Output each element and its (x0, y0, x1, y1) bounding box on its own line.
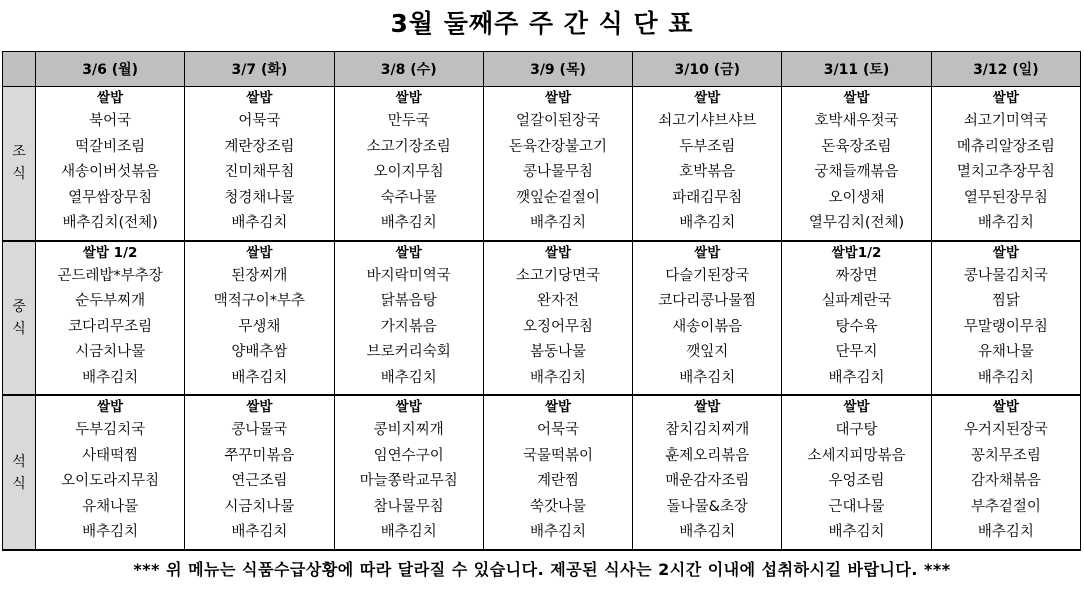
menu-item: 열무쌈장무침 (68, 189, 153, 206)
menu-item: 두부조림 (679, 138, 736, 155)
menu-item: 순두부찌개 (75, 293, 146, 310)
menu-cell (483, 241, 632, 396)
meal-label-char: 식 (12, 320, 26, 337)
menu-item: 봄동나물 (529, 344, 586, 361)
menu-cell (782, 87, 931, 241)
menu-item: 배추김치 (231, 524, 288, 541)
menu-item: 쌀밥 (992, 244, 1019, 261)
menu-cell (334, 87, 483, 241)
menu-item: 닭볶음탕 (380, 293, 437, 310)
menu-item: 우거지된장국 (963, 422, 1048, 439)
menu-item: 참치김치찌개 (665, 422, 750, 439)
meal-label-char: 석 (12, 453, 26, 470)
menu-item: 멸치고추장무침 (956, 164, 1055, 180)
menu-item: 임연수구이 (373, 447, 444, 464)
menu-cell (633, 241, 782, 396)
menu-item: 호박새우젓국 (814, 113, 899, 129)
menu-item: 배추김치 (231, 215, 288, 231)
menu-item: 어묵국 (238, 113, 281, 129)
menu-item: 쌀밥 (97, 90, 124, 106)
menu-item: 탕수육 (835, 318, 878, 335)
menu-item: 소세지피망볶음 (807, 447, 906, 464)
menu-cell (633, 395, 782, 550)
menu-cell (185, 241, 334, 396)
menu-item: 배추김치 (679, 524, 736, 541)
menu-item: 맥적구이*부추 (213, 293, 306, 310)
lunch-row (3, 241, 1081, 396)
menu-item: 쌀밥 (97, 399, 124, 416)
menu-item: 사태떡찜 (82, 447, 139, 464)
menu-item: 오징어무침 (522, 318, 593, 335)
menu-item: 쌀밥 (246, 399, 273, 416)
menu-item: 부추겉절이 (970, 498, 1041, 515)
day-header-tue: 3/7 (화) (185, 52, 334, 87)
menu-item: 유채나물 (82, 498, 139, 515)
menu-item: 쌀밥 (694, 244, 721, 261)
menu-item: 계란찜 (536, 473, 579, 490)
menu-item: 새송이볶음 (672, 318, 743, 335)
menu-item: 콩나물국 (231, 422, 288, 439)
menu-item: 북어국 (89, 113, 132, 129)
menu-item: 마늘쫑락교무침 (359, 473, 458, 490)
menu-item: 돌나물&초장 (666, 498, 748, 515)
meal-label-char: 식 (12, 475, 26, 492)
day-header-fri: 3/10 (금) (633, 52, 782, 87)
menu-item: 콩나물무침 (522, 164, 593, 180)
menu-item: 쇠고기샤브샤브 (658, 113, 757, 129)
menu-item: 떡갈비조림 (75, 138, 146, 155)
menu-item: 우엉조림 (828, 473, 885, 490)
menu-item: 유채나물 (977, 344, 1034, 361)
menu-item: 훈제오리볶음 (665, 447, 750, 464)
menu-item: 콩비지찌개 (373, 422, 444, 439)
menu-item: 새송이버섯볶음 (61, 164, 160, 180)
menu-item: 궁채들깨볶음 (814, 164, 899, 180)
menu-item: 쌀밥1/2 (831, 244, 882, 261)
menu-cell (334, 241, 483, 396)
dinner-row (3, 395, 1081, 550)
menu-item: 배추김치 (82, 524, 139, 541)
menu-item: 쌀밥 (843, 399, 870, 416)
menu-item: 감자채볶음 (970, 473, 1041, 490)
menu-item: 매운감자조림 (665, 473, 750, 490)
menu-item: 어묵국 (536, 422, 579, 439)
menu-item: 단무지 (835, 344, 878, 361)
day-header-sun: 3/12 (일) (931, 52, 1080, 87)
menu-item: 대구탕 (835, 422, 878, 439)
lunch-label (3, 241, 36, 396)
menu-cell (633, 87, 782, 241)
day-header-row (3, 52, 1081, 87)
menu-item: 가지볶음 (380, 318, 437, 335)
menu-item: 깻잎순겉절이 (515, 189, 600, 206)
menu-item: 쌀밥 (694, 399, 721, 416)
menu-item: 배추김치 (529, 524, 586, 541)
menu-item: 찜닭 (991, 293, 1020, 310)
menu-item: 열무김치(전체) (808, 215, 905, 231)
menu-item: 배추김치 (380, 215, 437, 231)
menu-item: 얼갈이된장국 (515, 113, 600, 129)
menu-item: 배추김치 (231, 369, 288, 386)
menu-cell (931, 241, 1080, 396)
menu-item: 쌀밥 (992, 90, 1019, 106)
menu-cell (36, 395, 185, 550)
menu-cell (185, 395, 334, 550)
menu-item: 메츄리알장조림 (956, 138, 1055, 155)
menu-cell (931, 87, 1080, 241)
menu-item: 다슬기된장국 (665, 267, 750, 284)
menu-item: 배추김치 (828, 369, 885, 386)
menu-item: 소고기장조림 (366, 138, 451, 155)
menu-item: 양배추쌈 (231, 344, 288, 361)
menu-item: 근대나물 (828, 498, 885, 515)
menu-cell (334, 395, 483, 550)
menu-cell (36, 241, 185, 396)
menu-item: 코다리무조림 (68, 318, 153, 335)
menu-item: 쌀밥 (395, 244, 422, 261)
breakfast-row (3, 87, 1081, 241)
menu-item: 시금치나물 (224, 498, 295, 515)
menu-item: 쌀밥 (544, 399, 572, 416)
menu-item: 배추김치 (529, 215, 586, 231)
menu-item: 쌀밥 (395, 90, 422, 106)
menu-cell (782, 241, 931, 396)
weekly-menu-table (2, 51, 1081, 551)
menu-item: 쌀밥 1/2 (82, 244, 138, 261)
menu-item: 시금치나물 (75, 344, 146, 361)
meal-label-char: 식 (12, 166, 26, 183)
menu-item: 돈육장조림 (821, 138, 892, 155)
menu-item: 배추김치 (679, 369, 736, 386)
menu-item: 쌀밥 (544, 244, 572, 261)
menu-item: 쌀밥 (246, 90, 273, 106)
menu-item: 두부김치국 (75, 422, 146, 439)
breakfast-label (3, 87, 36, 241)
day-header-wed: 3/8 (수) (334, 52, 483, 87)
menu-item: 쌀밥 (694, 90, 721, 106)
menu-item: 쌀밥 (544, 90, 572, 106)
menu-item: 쇠고기미역국 (963, 113, 1048, 129)
menu-item: 배추김치 (380, 369, 437, 386)
menu-item: 무말랭이무침 (963, 318, 1048, 335)
menu-item: 호박볶음 (679, 164, 736, 180)
menu-item: 완자전 (536, 293, 579, 310)
menu-item: 참나물무침 (373, 498, 444, 515)
menu-cell (185, 87, 334, 241)
menu-item: 배추김치 (380, 524, 437, 541)
menu-item: 짜장면 (835, 267, 878, 284)
menu-item: 된장찌개 (231, 267, 288, 284)
meal-label-char: 중 (12, 298, 26, 315)
menu-item: 깻잎지 (686, 344, 729, 361)
menu-item: 숙주나물 (380, 189, 437, 206)
menu-item: 곤드레밥*부추장 (57, 267, 163, 284)
menu-item: 소고기당면국 (515, 267, 600, 284)
menu-cell (782, 395, 931, 550)
menu-item: 쌀밥 (395, 399, 422, 416)
page-title: 3월 둘째주 주 간 식 단 표 (390, 9, 694, 38)
menu-item: 진미채무침 (224, 164, 295, 180)
menu-item: 열무된장무침 (963, 189, 1048, 206)
menu-item: 브로커리숙회 (366, 344, 451, 361)
dinner-label (3, 395, 36, 550)
meal-label-char: 조 (12, 144, 26, 161)
footer-notice: *** 위 메뉴는 식품수급상황에 따라 달라질 수 있습니다. 제공된 식사는 2시간 이내에 섭취하시길 바랍니다. *** (133, 560, 951, 579)
menu-item: 오이도라지무침 (61, 473, 160, 490)
menu-item: 콩나물김치국 (963, 267, 1048, 284)
menu-cell (931, 395, 1080, 550)
menu-item: 꽁치무조림 (970, 447, 1041, 464)
menu-item: 오이생채 (828, 189, 885, 206)
corner-cell (3, 52, 36, 87)
menu-item: 무생채 (238, 318, 281, 335)
menu-item: 돈육간장불고기 (508, 138, 608, 155)
menu-item: 쑥갓나물 (529, 498, 586, 515)
menu-item: 파래김무침 (672, 189, 743, 206)
menu-item: 배추김치 (679, 215, 736, 231)
menu-item: 계란장조림 (224, 138, 295, 155)
menu-item: 청경채나물 (224, 189, 295, 206)
menu-item: 쭈꾸미볶음 (224, 447, 295, 464)
menu-cell (36, 87, 185, 241)
menu-item: 오이지무침 (373, 164, 444, 180)
menu-item: 실파계란국 (821, 293, 892, 310)
menu-item: 만두국 (387, 113, 430, 129)
menu-item: 쌀밥 (992, 399, 1019, 416)
menu-item: 바지락미역국 (366, 267, 451, 284)
day-header-thu: 3/9 (목) (483, 52, 632, 87)
day-header-mon: 3/6 (월) (36, 52, 185, 87)
menu-item: 배추김치 (828, 524, 885, 541)
day-header-sat: 3/11 (토) (782, 52, 931, 87)
menu-item: 국물떡볶이 (522, 447, 593, 464)
menu-item: 배추김치 (529, 369, 586, 386)
menu-item: 쌀밥 (246, 244, 273, 261)
menu-cell (483, 87, 632, 241)
menu-item: 쌀밥 (843, 90, 870, 106)
menu-item: 배추김치(전체) (62, 215, 158, 231)
menu-item: 코다리콩나물찜 (658, 293, 757, 310)
menu-item: 연근조림 (231, 473, 288, 490)
menu-cell (483, 395, 632, 550)
menu-item: 배추김치 (977, 524, 1034, 541)
menu-item: 배추김치 (977, 369, 1034, 386)
menu-item: 배추김치 (82, 369, 139, 386)
menu-item: 배추김치 (977, 215, 1034, 231)
